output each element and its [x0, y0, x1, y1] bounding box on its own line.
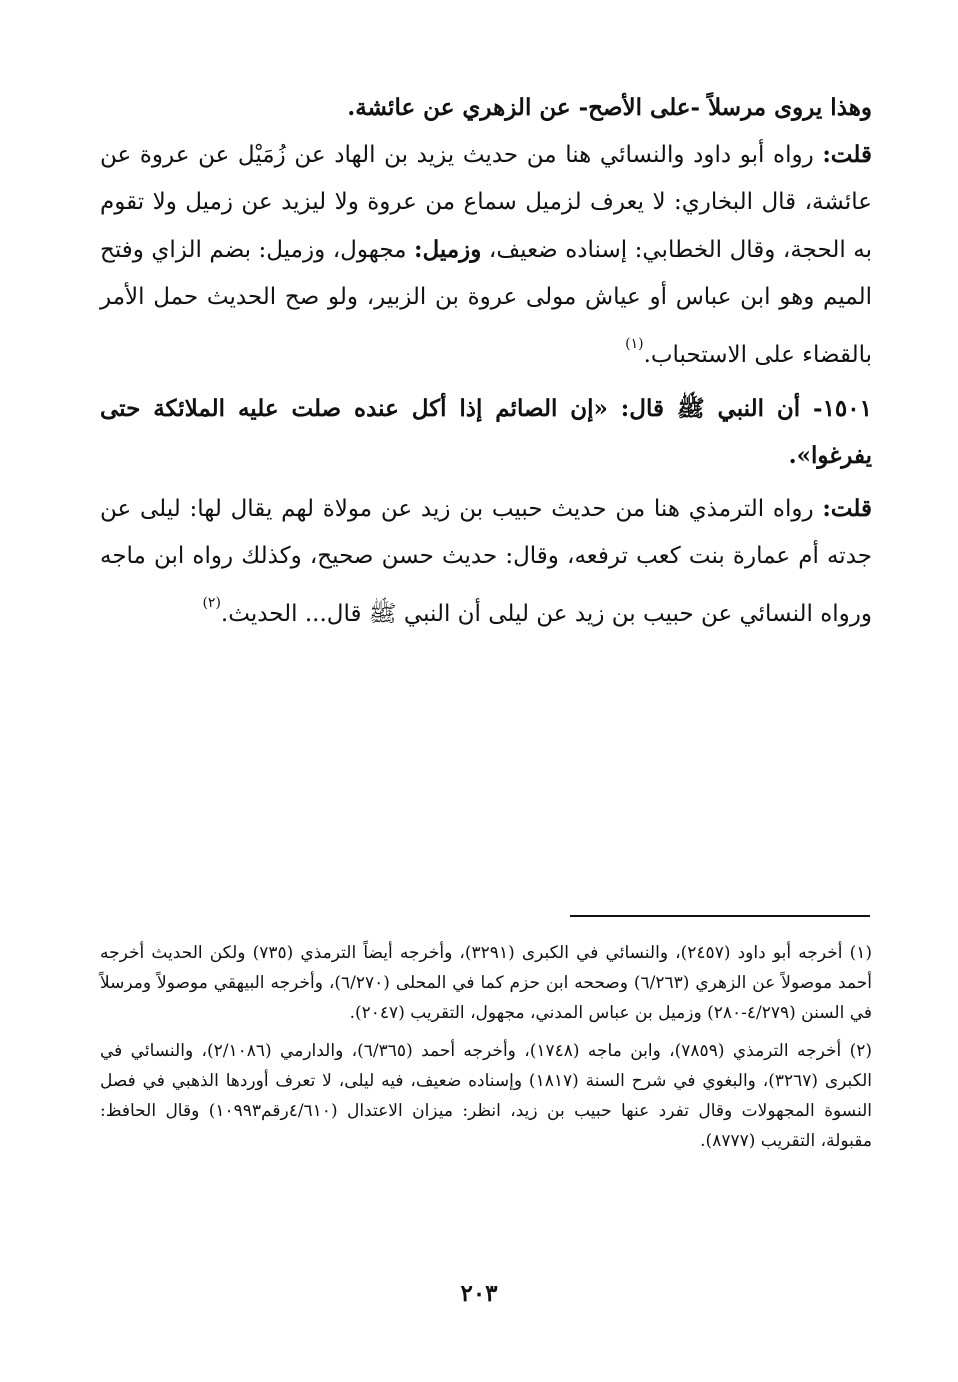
footnote-2: (٢) أخرجه الترمذي (٧٨٥٩)، وابن ماجه (١٧٤٨)، وأخرجه أحمد (٦/٣٦٥)، والدارمي (٢/١٠٨٦)، والنسائي في الكبرى (٣٢٦٧)، والبغوي في شرح السنة (١٨١٧) وإسناده ضعيف، فيه ليلى، لا تعرف أوردها الذهبي في فصل النسوة المجهولات وقال تفرد عنها حبيب بن زيد، انظر: ميزان الاعتدال (٤/٦١٠رقم١٠٩٩٣) وقال الحافظ: مقبولة، التقريب (٨٧٧٧).: [100, 1041, 872, 1151]
page-number: ٢٠٣: [460, 1280, 498, 1307]
footnotes: [100, 938, 872, 1156]
commentary-text-continued: مجهول، وزميل: بضم الزاي وفتح الميم وهو ابن عباس أو عياش مولى عروة بن الزبير، ولو صح الحديث حمل الأمر بالقضاء على الاستحباب.: [100, 237, 872, 368]
footnote-separator: [570, 915, 870, 917]
commentary-text: رواه أبو داود والنسائي هنا من حديث يزيد بن الهاد عن زُمَيْل عن عروة عن عائشة، قال البخاري: لا يعرف لزميل سماع من عروة ولا ليزيد عن زميل ولا تقوم به الحجة، وقال الخطابي: إسناده ضعيف،: [100, 142, 872, 263]
paragraph-commentary-1: [100, 131, 872, 379]
main-text: [100, 84, 872, 638]
commentary-bold-term: وزميل:: [414, 236, 482, 263]
paragraph-mursal-note: وهذا يروى مرسلاً -على الأصح- عن الزهري عن عائشة.: [347, 94, 872, 121]
footnote-marker-1: (١): [625, 336, 644, 352]
commentary-label: قلت:: [822, 495, 872, 522]
footnote-marker-2: (٢): [202, 595, 221, 611]
commentary-text: رواه الترمذي هنا من حديث حبيب بن زيد عن مولاة لهم يقال لها: ليلى عن جدته أم عمارة بنت كعب ترفعه، وقال: حديث حسن صحيح، وكذلك رواه ابن ماجه ورواه النسائي عن حبيب بن زيد عن ليلى أن النبي ﷺ قال... الحديث.: [100, 496, 872, 627]
footnote-1: (١) أخرجه أبو داود (٢٤٥٧)، والنسائي في الكبرى (٣٢٩١)، وأخرجه أيضاً الترمذي (٧٣٥) ولكن الحديث أخرجه أحمد موصولاً عن الزهري (٦/٢٦٣) وصححه ابن حزم كما في المحلى (٦/٢٧٠)، وأخرجه البيهقي موصولاً ومرسلاً في السنن (٤/٢٧٩-٢٨٠) وزميل بن عباس المدني، مجهول، التقريب (٢٠٤٧).: [100, 943, 872, 1023]
commentary-label: قلت:: [822, 141, 872, 168]
hadith-1501: ١٥٠١- أن النبي ﷺ قال: «إن الصائم إذا أكل عنده صلت عليه الملائكة حتى يفرغوا».: [100, 395, 872, 469]
paragraph-commentary-2: [100, 485, 872, 638]
